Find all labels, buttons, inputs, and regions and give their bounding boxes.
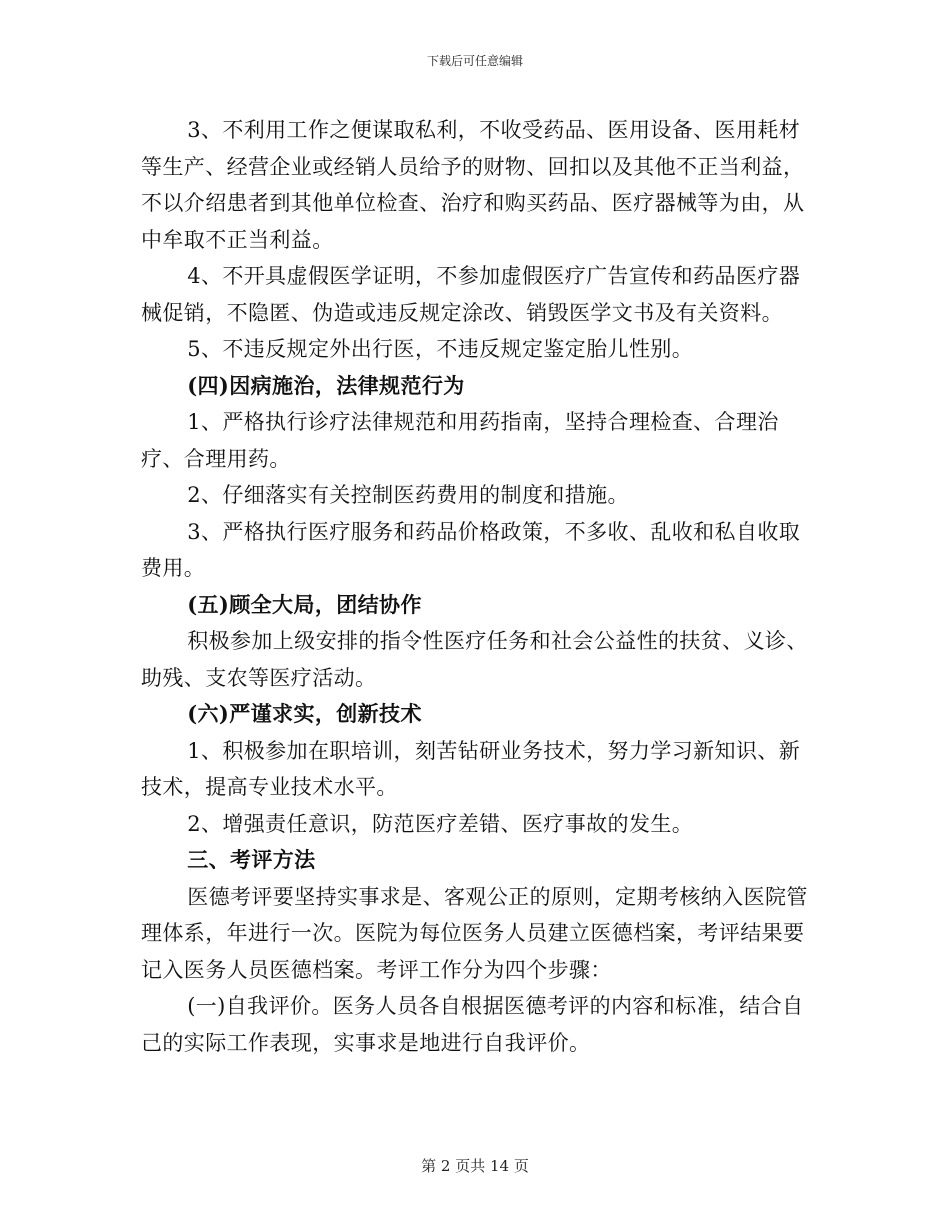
paragraph-treatment-1: 1、严格执行诊疗法律规范和用药指南，坚持合理检查、合理治疗、合理用药。 — [141, 410, 779, 471]
paragraph-treatment-2: 2、仔细落实有关控制医药费用的制度和措施。 — [187, 483, 629, 507]
paragraph-item-4-no-false-certificates: 4、不开具虚假医学证明，不参加虚假医疗广告宣传和药品医疗器械促销，不隐匿、伪造或违反规定涂改、销毁医学文书及有关资料。 — [141, 264, 801, 325]
paragraph-self-evaluation: (一)自我评价。医务人员各自根据医德考评的内容和标准，结合自己的实际工作表现，实事求是地进行自我评价。 — [141, 994, 804, 1055]
paragraph-innovation-1: 1、积极参加在职培训，刻苦钻研业务技术，努力学习新知识、新技术，提高专业技术水平。 — [141, 738, 801, 799]
page-header: 下载后可任意编辑 — [426, 54, 523, 68]
paragraph-item-5-no-outside-practice: 5、不违反规定外出行医，不违反规定鉴定胎儿性别。 — [187, 337, 694, 361]
paragraph-cooperation: 积极参加上级安排的指令性医疗任务和社会公益性的扶贫、义诊、助残、支农等医疗活动。 — [141, 629, 808, 690]
section-heading-4: (四)因病施治，法律规范行为 — [187, 372, 465, 398]
paragraph-treatment-3: 3、严格执行医疗服务和药品价格政策，不多收、乱收和私自收取费用。 — [141, 519, 801, 580]
section-heading-evaluation-method: 三、考评方法 — [187, 847, 316, 872]
paragraph-evaluation-intro: 医德考评要坚持实事求是、客观公正的原则，定期考核纳入医院管理体系，年进行一次。医院为每位医务人员建立医德档案，考评结果要记入医务人员医德档案。考评工作分为四个步骤： — [141, 884, 808, 982]
section-heading-6: (六)严谨求实，创新技术 — [187, 701, 422, 726]
page-footer — [0, 1156, 950, 1176]
paragraph-item-3-no-private-gain: 3、不利用工作之便谋取私利，不收受药品、医用设备、医用耗材等生产、经营企业或经销人员给予的财物、回扣以及其他不正当利益，不以介绍患者到其他单位检查、治疗和购买药品、医疗器械等为由，从中牟取不正当利益。 — [141, 118, 805, 252]
section-heading-5: (五)顾全大局，团结协作 — [187, 591, 422, 617]
paragraph-innovation-2: 2、增强责任意识，防范医疗差错、医疗事故的发生。 — [187, 811, 694, 836]
document-body — [141, 112, 821, 1061]
page-number: 第 2 页共 14 页 — [421, 1157, 529, 1175]
